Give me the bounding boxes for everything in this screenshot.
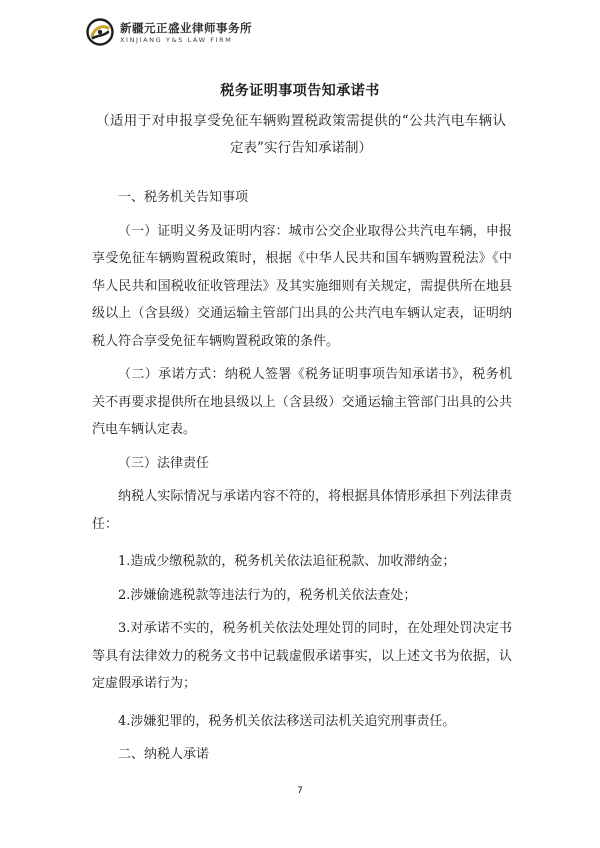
document-body — [92, 184, 512, 769]
list-item-liability-3: 3.对承诺不实的，税务机关依法处理处罚的同时，在处理处罚决定书等具有法律效力的税务文书中记载虚假承诺事实，以上述文书为依据，认定虚假承诺行为； — [92, 621, 512, 691]
section-heading-tax-notice: 一、税务机关告知事项 — [118, 190, 249, 205]
letterhead — [86, 18, 386, 50]
paragraph-liability-intro: 纳税人实际情况与承诺内容不符的，将根据具体情形承担下列法律责任： — [92, 489, 512, 532]
list-item-liability-2: 2.涉嫌偷逃税款等违法行为的，税务机关依法查处； — [118, 587, 417, 603]
list-item-liability-4: 4.涉嫌犯罪的，税务机关依法移送司法机关追究刑事责任。 — [118, 713, 456, 729]
paragraph-commitment-method: （二）承诺方式：纳税人签署《税务证明事项告知承诺书》，税务机关不再要求提供所在地县级以上（含县级）交通运输主管部门出具的公共汽电车辆认定表。 — [92, 367, 512, 437]
list-item-liability-1: 1.造成少缴税款的，税务机关依法追征税款、加收滞纳金； — [118, 554, 456, 569]
section-heading-taxpayer-commitment: 二、纳税人承诺 — [118, 747, 210, 762]
firm-name-english: XINJIANG Y&S LAW FIRM — [120, 36, 233, 44]
law-firm-logo-icon — [86, 18, 114, 46]
document-title: 税务证明事项告知承诺书 — [220, 83, 380, 99]
firm-name: 新疆元正盛业律师事务所 — [120, 21, 252, 35]
paragraph-proof-obligation: （一）证明义务及证明内容：城市公交企业取得公共汽电车辆，申报享受免征车辆购置税政策时，根据《中华人民共和国车辆购置税法》《中华人民共和国税收征收管理法》及其实施细则有关规定，需提供所在地县级以上（含县级）交通运输主管部门出具的公共汽电车辆认定表，证明纳税人符合享受免征车辆购置税政策的条件。 — [92, 223, 512, 349]
subheading-legal-liability: （三）法律责任 — [118, 455, 210, 471]
document-subtitle: （适用于对申报享受免征车辆购置税政策需提供的“公共汽电车辆认定表”实行告知承诺制） — [96, 113, 506, 156]
page-number: 7 — [297, 786, 303, 796]
